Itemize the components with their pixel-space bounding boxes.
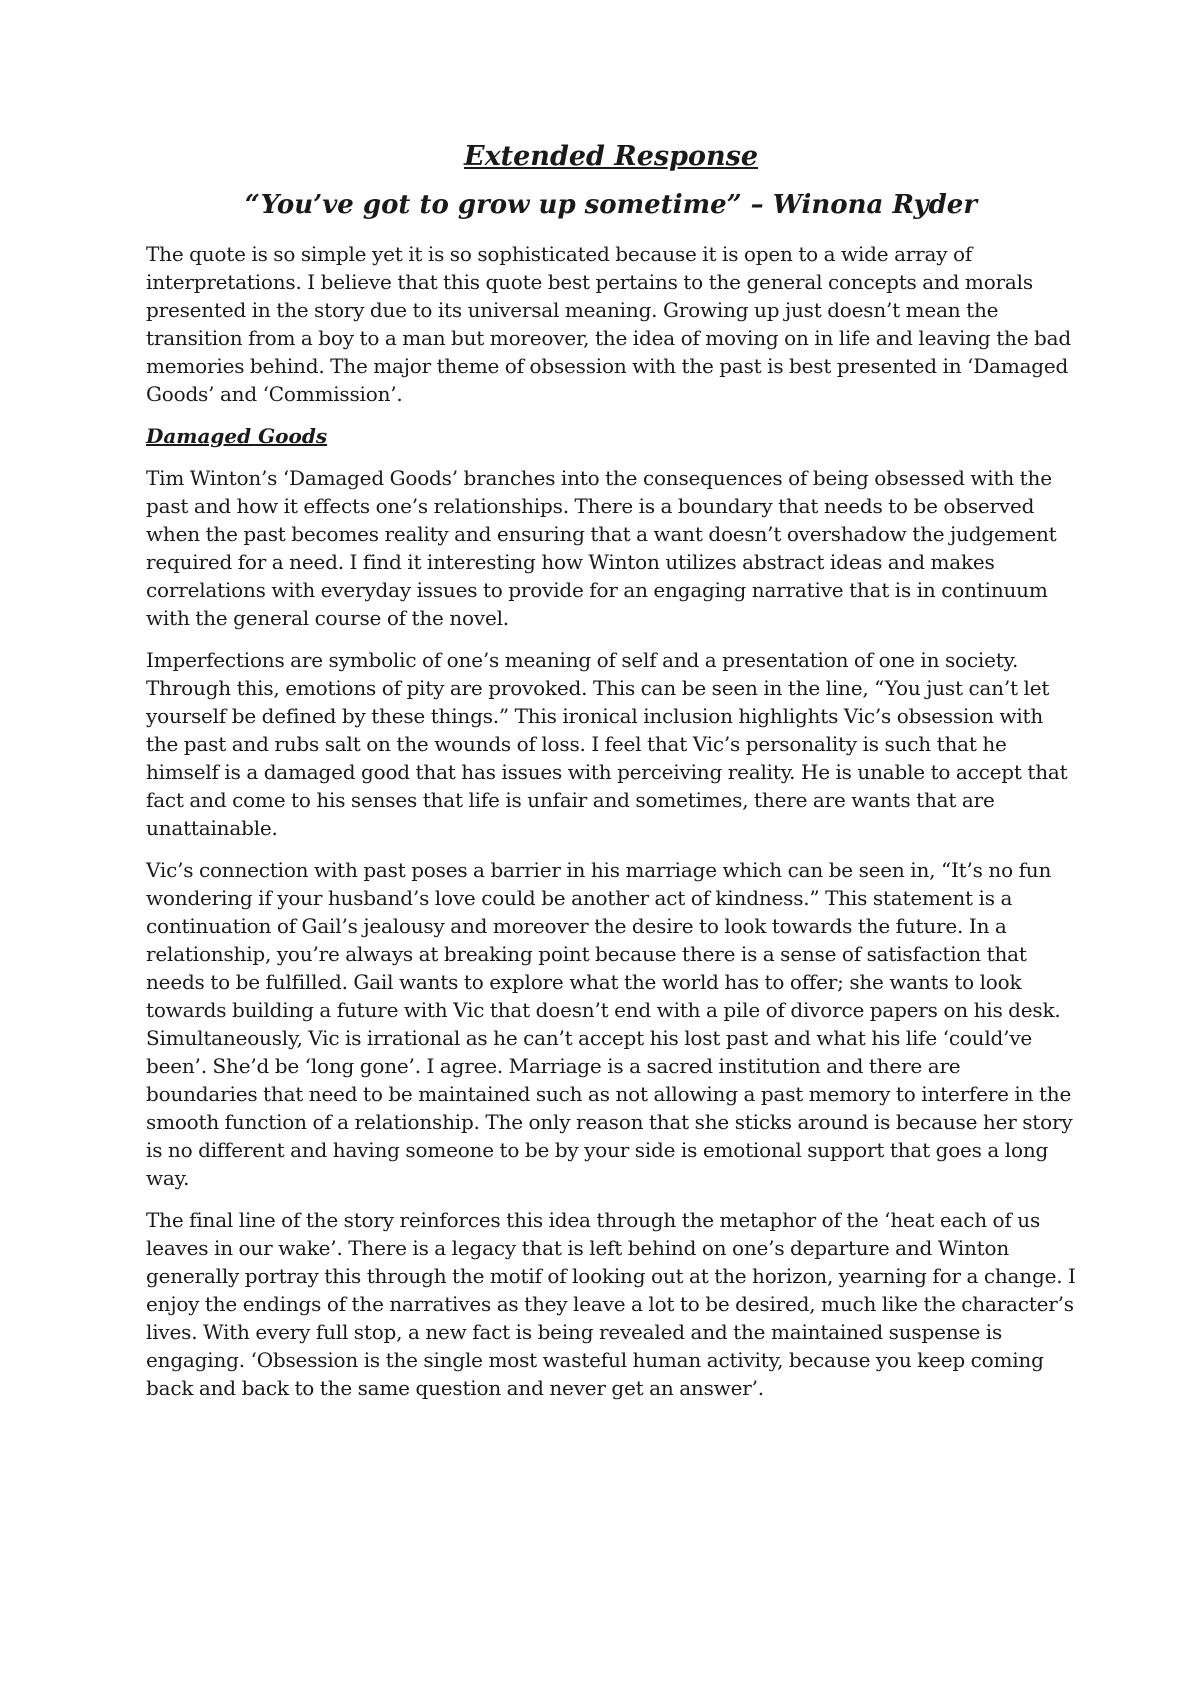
intro-paragraph: The quote is so simple yet it is so sophisticated because it is open to a wide array of interpretations. I believe that this quote best pertains to the general concepts and morals presented in the story due to its universal meaning. Growing up just doesn’t mean the transition from a boy to a man but moreover, the idea of moving on in life and leaving the bad memories behind. The major theme of obsession with the past is best presented in ‘Damaged Goods’ and ‘Commission’.: [146, 242, 1071, 406]
document-title: Extended Response: [463, 141, 758, 172]
document-page: [146, 140, 1076, 1416]
body-paragraph-4: The final line of the story reinforces this idea through the metaphor of the ‘heat each of us leaves in our wake’. There is a legacy that is left behind on one’s departure and Winton generally portray this through the motif of looking out at the horizon, yearning for a change. I enjoy the endings of the narratives as they leave a lot to be desired, much like the character’s lives. With every full stop, a new fact is being revealed and the maintained suspense is engaging. ‘Obsession is the single most wasteful human activity, because you keep coming back and back to the same question and never get an answer’.: [146, 1208, 1076, 1400]
body-paragraph-1: Tim Winton’s ‘Damaged Goods’ branches into the consequences of being obsessed with the past and how it effects one’s relationships. There is a boundary that needs to be observed when the past becomes reality and ensuring that a want doesn’t overshadow the judgement required for a need. I find it interesting how Winton utilizes abstract ideas and makes correlations with everyday issues to provide for an engaging narrative that is in continuum with the general course of the novel.: [146, 466, 1057, 630]
body-paragraph-2: Imperfections are symbolic of one’s meaning of self and a presentation of one in society. Through this, emotions of pity are provoked. This can be seen in the line, “You just can’t let yourself be defined by these things.” This ironical inclusion highlights Vic’s obsession with the past and rubs salt on the wounds of loss. I feel that Vic’s personality is such that he himself is a damaged good that has issues with perceiving reality. He is unable to accept that fact and come to his senses that life is unfair and sometimes, there are wants that are unattainable.: [146, 648, 1068, 840]
section-heading: Damaged Goods: [146, 424, 328, 448]
body-paragraph-3: Vic’s connection with past poses a barrier in his marriage which can be seen in, “It’s no fun wondering if your husband’s love could be another act of kindness.” This statement is a continuation of Gail’s jealousy and moreover the desire to look towards the future. In a relationship, you’re always at breaking point because there is a sense of satisfaction that needs to be fulfilled. Gail wants to explore what the world has to offer; she wants to look towards building a future with Vic that doesn’t end with a pile of divorce papers on his desk. Simultaneously, Vic is irrational as he can’t accept his lost past and what his life ‘could’ve been’. She’d be ‘long gone’. I agree. Marriage is a sacred institution and there are boundaries that need to be maintained such as not allowing a past memory to interfere in the smooth function of a relationship. The only reason that she sticks around is because her story is no different and having someone to be by your side is emotional support that goes a long way.: [146, 858, 1073, 1190]
document-subtitle-quote: “You’ve got to grow up sometime” – Winona Ryder: [244, 190, 978, 220]
